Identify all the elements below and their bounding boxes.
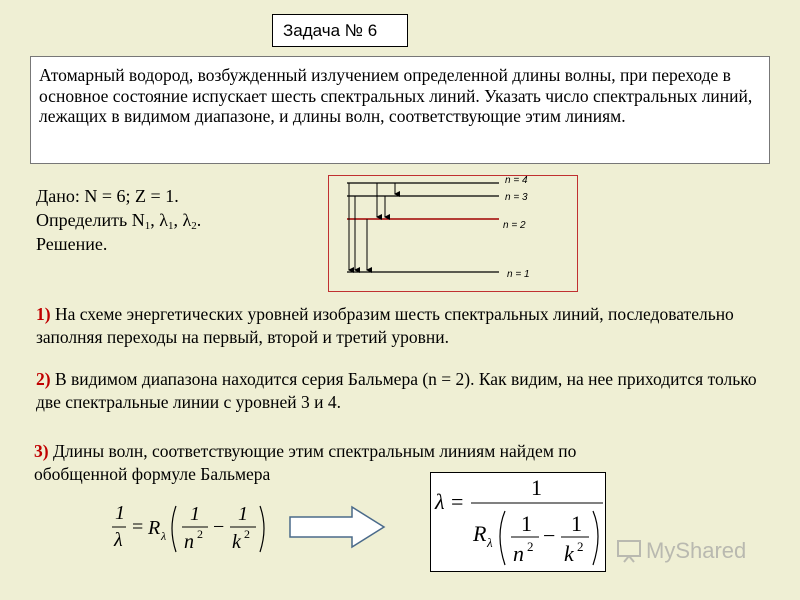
presentation-icon xyxy=(616,539,642,563)
level-2-label: n = 2 xyxy=(503,220,526,231)
t2-numerator-right: 1 xyxy=(571,511,582,536)
task-title-text: Задача № 6 xyxy=(283,21,378,40)
determine-line: Определить $N_1$, $\lambda_1$, $\lambda_2$. xyxy=(36,210,202,232)
minus-sign: − xyxy=(213,516,225,538)
term2-numerator: 1 xyxy=(238,503,248,525)
energy-level-svg xyxy=(329,176,577,291)
rydberg-sub-right: λ xyxy=(487,535,493,550)
level-3-label: n = 3 xyxy=(505,192,528,203)
step-2-number: 2) xyxy=(36,369,51,389)
level-4-label: n = 4 xyxy=(505,176,528,186)
t1-numerator-right: 1 xyxy=(521,511,532,536)
step-3-text: Длины волн, соответствующие этим спектральным линиям найдем по обобщенной формуле Бальмера xyxy=(34,441,577,484)
term2-denominator: k xyxy=(232,531,241,553)
lhs-denominator: λ xyxy=(114,529,123,551)
rydberg-constant-right: R xyxy=(473,521,487,546)
equals-sign-right: = xyxy=(451,489,464,514)
problem-text: Атомарный водород, возбужденный излучением определенной длины волны, при переходе в основное состояние испускает шесть спектральных линий. Указать число спектральных линий, лежащих в видимом диапазоне, и длины волн, соответствующие этим линиям. xyxy=(39,65,753,126)
t2-exponent-right: 2 xyxy=(577,539,584,554)
formula-left-svg xyxy=(112,500,272,560)
lhs-numerator: 1 xyxy=(115,502,125,524)
arrow-icon xyxy=(288,505,388,549)
term1-exponent: 2 xyxy=(197,527,203,541)
step-1 xyxy=(36,303,766,349)
level-1-label: n = 1 xyxy=(507,269,530,280)
rydberg-sub: λ xyxy=(161,529,167,543)
step-1-text: На схеме энергетических уровней изобразим шесть спектральных линий, последовательно заполняя переходы на первый, второй и третий уровни. xyxy=(36,304,734,347)
lambda-symbol: λ xyxy=(435,489,445,514)
watermark-text: MyShared xyxy=(646,538,747,563)
term1-denominator: n xyxy=(184,531,194,553)
balmer-formula-box xyxy=(430,472,606,572)
step-1-number: 1) xyxy=(36,304,51,324)
problem-statement xyxy=(30,56,770,164)
task-title xyxy=(272,14,408,47)
equals-sign: = xyxy=(132,516,144,538)
t2-denominator-right: k xyxy=(564,541,574,566)
term2-exponent: 2 xyxy=(244,527,250,541)
t1-exponent-right: 2 xyxy=(527,539,534,554)
watermark xyxy=(616,538,746,564)
step-3-number: 3) xyxy=(34,441,49,461)
solution-label: Решение. xyxy=(36,234,108,254)
main-numerator: 1 xyxy=(531,475,542,500)
step-2 xyxy=(36,368,776,414)
minus-sign-right: − xyxy=(543,523,556,548)
formula-right-svg xyxy=(431,473,605,571)
given-line: Дано: N = 6; Z = 1. xyxy=(36,186,179,206)
right-arrow xyxy=(288,505,388,549)
step-2-text: В видимом диапазона находится серия Бальмера (n = 2). Как видим, на нее приходится только две спектральные линии с уровней 3 и 4. xyxy=(36,369,757,412)
rydberg-constant: R xyxy=(148,517,161,539)
balmer-formula-inverse xyxy=(112,500,272,560)
energy-level-diagram xyxy=(328,175,578,292)
t1-denominator-right: n xyxy=(513,541,524,566)
term1-numerator: 1 xyxy=(190,503,200,525)
